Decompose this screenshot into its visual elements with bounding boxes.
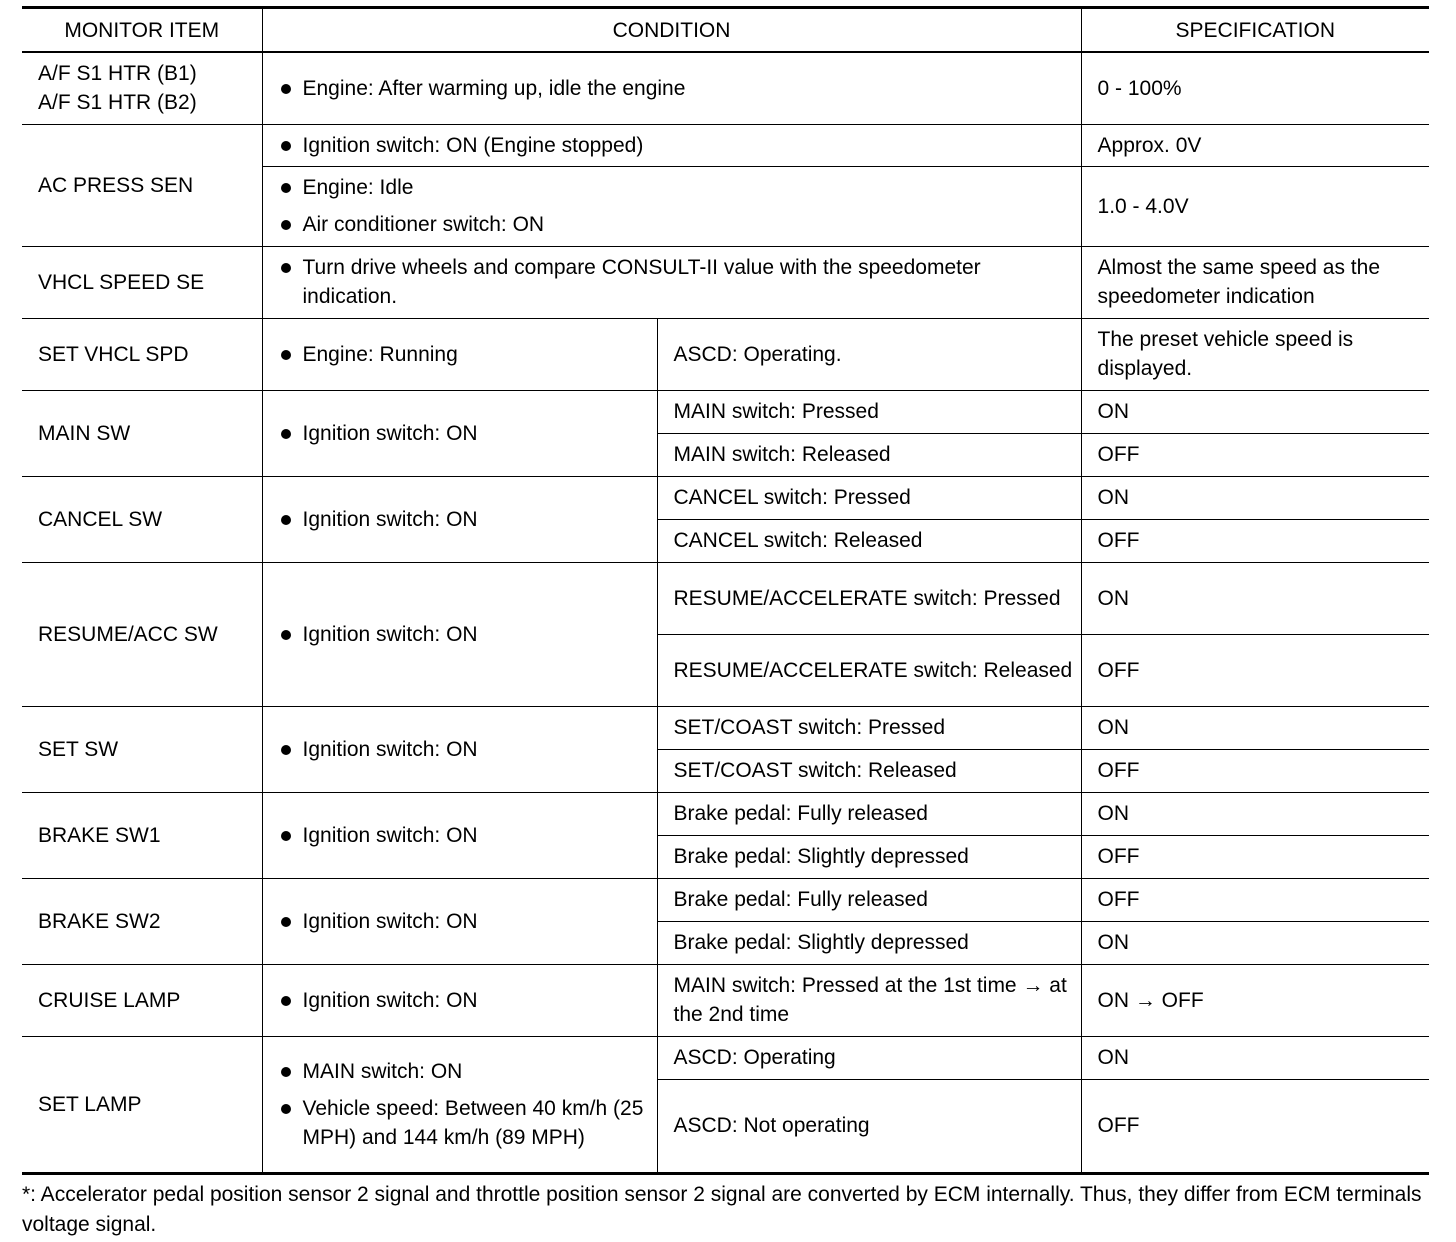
specification-cell: 0 - 100% [1081,52,1429,124]
sub-condition-cell: RESUME/ACCELERATE switch: Released [657,634,1081,706]
condition-text: Ignition switch: ON [302,421,478,445]
specification-cell: ON [1081,562,1429,634]
sub-condition-cell: CANCEL switch: Released [657,519,1081,562]
monitor-item-line: A/F S1 HTR (B1) [38,62,197,86]
sub-condition-cell: MAIN switch: Pressed at the 1st time → at the 2nd time [657,964,1081,1036]
monitor-item-cell: RESUME/ACC SW [22,562,262,706]
sub-condition-cell: MAIN switch: Released [657,433,1081,476]
bullet-icon [281,263,291,273]
monitor-item-cell: BRAKE SW1 [22,792,262,878]
specification-cell: Almost the same speed as the speedometer indication [1081,246,1429,318]
specification-cell: ON [1081,706,1429,749]
condition-cell [262,124,1081,166]
condition-text: Air conditioner switch: ON [302,213,545,236]
sub-condition-cell: ASCD: Operating [657,1036,1081,1079]
bullet-icon [281,183,291,193]
bullet-icon [281,220,291,230]
sub-condition-cell: ASCD: Not operating [657,1079,1081,1173]
specification-cell: OFF [1081,1079,1429,1173]
sub-condition-cell: Brake pedal: Slightly depressed [657,921,1081,964]
condition-text: Turn drive wheels and compare CONSULT-II value with the speedometer indication. [302,256,981,308]
condition-cell [262,562,657,706]
table-row [22,476,1429,519]
specification-cell: OFF [1081,878,1429,921]
footnote: *: Accelerator pedal position sensor 2 signal and throttle position sensor 2 signal are converted by ECM internally. Thus, they differ from ECM terminals voltage signal. [22,1183,1422,1236]
specification-cell: OFF [1081,749,1429,792]
condition-text: Ignition switch: ON [302,823,478,847]
bullet-icon [281,996,291,1006]
condition-text: Engine: Idle [302,176,414,199]
condition-cell [262,878,657,964]
condition-text: Ignition switch: ON [302,909,478,933]
specification-cell: ON [1081,792,1429,835]
table-row [22,964,1429,1036]
specification-cell: ON [1081,921,1429,964]
monitor-item-line: A/F S1 HTR (B2) [38,91,197,115]
condition-cell [262,318,657,390]
sub-condition-cell: Brake pedal: Slightly depressed [657,835,1081,878]
header-condition: CONDITION [262,8,1081,53]
bullet-icon [281,515,291,525]
bullet-icon [281,745,291,755]
sub-condition-cell: RESUME/ACCELERATE switch: Pressed [657,562,1081,634]
header-monitor-item: MONITOR ITEM [22,8,262,53]
specification-cell: Approx. 0V [1081,124,1429,166]
monitor-item-cell [22,52,262,124]
specification-cell: OFF [1081,835,1429,878]
monitor-item-cell: BRAKE SW2 [22,878,262,964]
condition-text: Ignition switch: ON [302,988,478,1012]
table-row [22,52,1429,124]
monitor-item-cell: CRUISE LAMP [22,964,262,1036]
condition-text: MAIN switch: ON [302,1059,463,1083]
bullet-icon [281,429,291,439]
specification-cell: ON [1081,1036,1429,1079]
sub-condition-cell: Brake pedal: Fully released [657,792,1081,835]
table-row [22,792,1429,835]
bullet-icon [281,917,291,927]
specification-cell: OFF [1081,433,1429,476]
table-row [22,124,1429,166]
table-row [22,878,1429,921]
monitor-item-cell: MAIN SW [22,390,262,476]
condition-cell [262,390,657,476]
specification-cell: ON → OFF [1081,964,1429,1036]
monitor-item-cell: SET VHCL SPD [22,318,262,390]
specification-cell: ON [1081,390,1429,433]
condition-text: Engine: Running [302,342,458,366]
table-row [22,318,1429,390]
table-row [22,1036,1429,1079]
sub-condition-cell: CANCEL switch: Pressed [657,476,1081,519]
monitor-item-cell: SET LAMP [22,1036,262,1173]
specification-cell: ON [1081,476,1429,519]
bullet-icon [281,1104,291,1114]
bullet-icon [281,84,291,94]
condition-text: Ignition switch: ON (Engine stopped) [302,133,644,157]
condition-cell [262,792,657,878]
condition-cell [262,166,1081,246]
specification-cell: 1.0 - 4.0V [1081,166,1429,246]
condition-cell [262,706,657,792]
monitor-item-cell: SET SW [22,706,262,792]
table-row [22,706,1429,749]
sub-condition-cell: Brake pedal: Fully released [657,878,1081,921]
monitor-item-cell: VHCL SPEED SE [22,246,262,318]
bullet-icon [281,350,291,360]
bullet-icon [281,831,291,841]
sub-condition-cell: SET/COAST switch: Released [657,749,1081,792]
table-row [22,390,1429,433]
condition-text: Ignition switch: ON [302,622,478,646]
condition-cell [262,52,1081,124]
specification-cell: The preset vehicle speed is displayed. [1081,318,1429,390]
header-specification: SPECIFICATION [1081,8,1429,53]
condition-text: Engine: After warming up, idle the engine [302,76,686,100]
monitor-item-cell: CANCEL SW [22,476,262,562]
specification-cell: OFF [1081,634,1429,706]
header-row [22,8,1429,53]
condition-cell [262,476,657,562]
condition-text: Vehicle speed: Between 40 km/h (25 MPH) and 144 km/h (89 MPH) [302,1096,644,1149]
specification-cell: OFF [1081,519,1429,562]
monitor-spec-table [22,6,1429,1175]
condition-cell [262,964,657,1036]
sub-condition-cell: MAIN switch: Pressed [657,390,1081,433]
sub-condition-cell: SET/COAST switch: Pressed [657,706,1081,749]
monitor-item-cell: AC PRESS SEN [22,124,262,246]
condition-cell [262,1036,657,1173]
bullet-icon [281,141,291,151]
bullet-icon [281,630,291,640]
sub-condition-cell: ASCD: Operating. [657,318,1081,390]
condition-cell [262,246,1081,318]
condition-text: Ignition switch: ON [302,507,478,531]
table-row [22,246,1429,318]
table-row [22,562,1429,634]
bullet-icon [281,1067,291,1077]
condition-text: Ignition switch: ON [302,737,478,761]
